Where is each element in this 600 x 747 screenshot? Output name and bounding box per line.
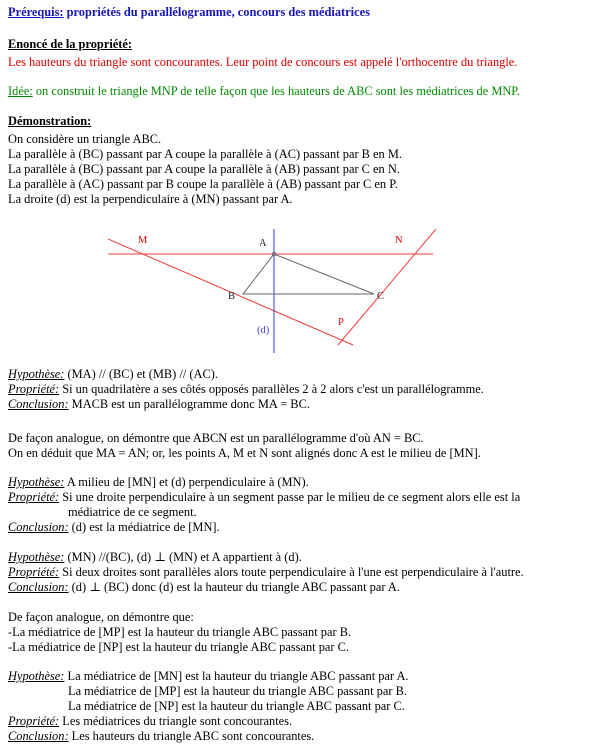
analog1-line: On en déduit que MA = AN; or, les points A, M et N sont alignés donc A est le milieu de [MN].	[8, 446, 481, 460]
analog2-line: -La médiatrice de [NP] est la hauteur du triangle ABC passant par C.	[8, 640, 349, 654]
conclusion-label: Conclusion:	[8, 580, 69, 594]
demo-line: La droite (d) est la perpendiculaire à (MN) passant par A.	[8, 192, 293, 206]
idee-label: Idée:	[8, 84, 33, 98]
conclusion-label: Conclusion:	[8, 397, 69, 411]
demo-line: La parallèle à (BC) passant par A coupe la parallèle à (AC) passant par B en M.	[8, 147, 402, 161]
label-n: N	[395, 235, 403, 246]
analog2-line: -La médiatrice de [MP] est la hauteur du triangle ABC passant par B.	[8, 625, 352, 639]
block2-conclusion: Conclusion: (d) est la médiatrice de [MN].	[8, 520, 220, 534]
idee-text: on construit le triangle MNP de telle façon que les hauteurs de ABC sont les médiatrices de MNP.	[32, 84, 520, 98]
triangle-abc	[243, 254, 374, 294]
hypothesis-label: Hypothèse:	[8, 475, 65, 489]
block2-hypothesis: Hypothèse: A milieu de [MN] et (d) perpendiculaire à (MN).	[8, 475, 309, 489]
prerequis-label: Prérequis:	[8, 5, 64, 19]
demo-line: La parallèle à (AC) passant par B coupe la parallèle à (AB) passant par C en P.	[8, 177, 398, 191]
demo-heading: Démonstration:	[8, 114, 92, 128]
hypothesis-label: Hypothèse:	[8, 550, 65, 564]
label-m: M	[138, 235, 148, 246]
block2-property-cont: médiatrice de ce segment.	[68, 505, 197, 519]
block4-hypothesis-line: La médiatrice de [NP] est la hauteur du triangle ABC passant par C.	[68, 699, 405, 713]
label-a: A	[259, 238, 267, 249]
geometry-figure	[108, 229, 448, 355]
block1-conclusion: Conclusion: MACB est un parallélogramme donc MA = BC.	[8, 397, 310, 411]
block2-property: Propriété: Si une droite perpendiculaire à un segment passe par le milieu de ce segment alors elle est la	[8, 490, 521, 504]
prerequis-line	[8, 5, 370, 20]
demo-line: On considère un triangle ABC.	[8, 132, 162, 146]
block1-property: Propriété: Si un quadrilatère a ses côtés opposés parallèles 2 à 2 alors c'est un parallélogramme.	[8, 382, 484, 396]
idee-line	[8, 84, 520, 99]
block3-property: Propriété: Si deux droites sont parallèles alors toute perpendiculaire à l'une est perpendiculaire à l'autre.	[8, 565, 524, 579]
conclusion-label: Conclusion:	[8, 729, 69, 743]
property-label: Propriété:	[8, 565, 60, 579]
label-c: C	[377, 291, 385, 302]
hypothesis-label: Hypothèse:	[8, 367, 65, 381]
prerequis-text: propriétés du parallélogramme, concours des médiatrices	[63, 5, 370, 19]
demo-line: La parallèle à (BC) passant par A coupe la parallèle à (AB) passant par C en N.	[8, 162, 400, 176]
analog2-line: De façon analogue, on démontre que:	[8, 610, 194, 624]
property-label: Propriété:	[8, 490, 60, 504]
hypothesis-label: Hypothèse:	[8, 669, 65, 683]
block4-hypothesis-line: La médiatrice de [MP] est la hauteur du triangle ABC passant par B.	[68, 684, 407, 698]
analog1-line: De façon analogue, on démontre que ABCN est un parallélogramme d'où AN = BC.	[8, 431, 424, 445]
block1-hypothesis: Hypothèse: (MA) // (BC) et (MB) // (AC).	[8, 367, 218, 381]
line-np	[338, 229, 436, 345]
label-d: (d)	[257, 325, 270, 336]
block3-conclusion: Conclusion: (d) ⊥ (BC) donc (d) est la hauteur du triangle ABC passant par A.	[8, 580, 400, 594]
conclusion-label: Conclusion:	[8, 520, 69, 534]
enonce-text: Les hauteurs du triangle sont concourantes. Leur point de concours est appelé l'orthocentre du triangle.	[8, 55, 518, 69]
block3-hypothesis: Hypothèse: (MN) //(BC), (d) ⊥ (MN) et A appartient à (d).	[8, 550, 302, 564]
label-p: P	[338, 317, 344, 328]
block4-property: Propriété: Les médiatrices du triangle sont concourantes.	[8, 714, 293, 728]
enonce-heading: Enoncé de la propriété:	[8, 37, 133, 51]
block4-hypothesis: Hypothèse: La médiatrice de [MN] est la hauteur du triangle ABC passant par A.	[8, 669, 409, 683]
property-label: Propriété:	[8, 714, 60, 728]
label-b: B	[228, 291, 236, 302]
block4-conclusion: Conclusion: Les hauteurs du triangle ABC sont concourantes.	[8, 729, 315, 743]
property-label: Propriété:	[8, 382, 60, 396]
